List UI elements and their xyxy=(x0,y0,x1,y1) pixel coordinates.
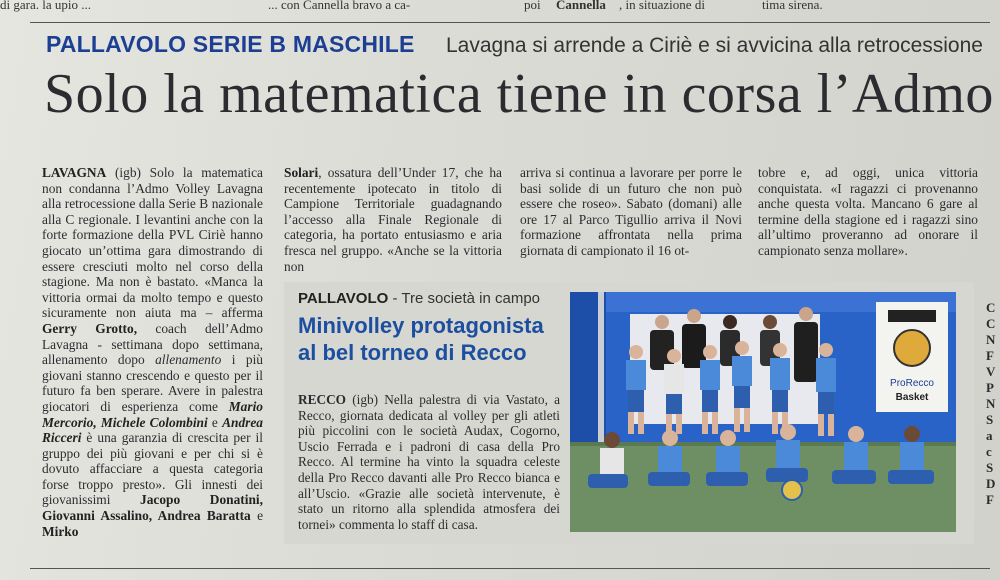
bottom-rule xyxy=(30,568,990,569)
box-title: Minivolley protagonista al bel torneo di Recco xyxy=(298,313,544,365)
top-fragment-right-d: tima sirena. xyxy=(762,0,823,12)
dateline: LAVAGNA xyxy=(42,165,107,180)
team-photo xyxy=(570,292,956,532)
article-subhead: Lavagna si arrende a Ciriè e si avvicina alla retrocessione xyxy=(446,34,983,57)
edge-letter: D xyxy=(986,476,996,491)
edge-letter: S xyxy=(986,460,994,475)
team-photo-illustration xyxy=(570,292,956,532)
top-fragment-right-c: , in situazione di xyxy=(619,0,705,12)
edge-letter: P xyxy=(986,380,994,395)
article-column-3: arriva si continua a lavorare per porre le basi solide di un futuro che non può essere che roseo». Sabato (domani) alle ore 17 al Parco Tigullio arriva il Novi formazione affrontata nella prima giornata di campionato il 16 ot- xyxy=(520,165,742,258)
banner-text-2: Basket xyxy=(895,392,929,403)
top-fragment-left: di gara. la upio ... xyxy=(0,0,91,12)
top-fragment-mid: ... con Cannella bravo a ca- xyxy=(268,0,411,12)
article-column-2: Solari, ossatura dell’Under 17, che ha recentemente ipotecato in titolo di Campione Territoriale guadagnando l’accesso alla Finale Regionale di categoria, ha portato entusiasmo e aria fresca nel gruppo. «Anche se la vittoria non xyxy=(284,165,502,274)
edge-letter: a xyxy=(986,428,993,443)
edge-letter: N xyxy=(986,396,996,411)
edge-letter: C xyxy=(986,316,996,331)
edge-letter: F xyxy=(986,348,994,363)
edge-letter: V xyxy=(986,364,996,379)
top-rule xyxy=(30,22,990,23)
top-fragment-right-b: Cannella xyxy=(556,0,606,12)
article-headline: Solo la matematica tiene in corsa l’Admo xyxy=(44,63,994,125)
banner-text-1: ProRecco xyxy=(890,378,934,389)
edge-letter: C xyxy=(986,300,996,315)
box-kicker: PALLAVOLO - Tre società in campo xyxy=(298,290,541,307)
adjacent-column-edge xyxy=(986,300,1000,560)
edge-letter: F xyxy=(986,492,994,507)
previous-article-strip xyxy=(0,0,1000,16)
edge-letter: S xyxy=(986,412,994,427)
edge-letter: c xyxy=(986,444,992,459)
article-kicker: PALLAVOLO SERIE B MASCHILE xyxy=(46,31,415,57)
article-column-1: LAVAGNA (igb) Solo la matematica non condanna l’Admo Volley Lavagna alla retrocessione dalla Serie B nazionale alla C regionale. I levantini anche con la forte formazione della PVL Ciriè hanno giocato un’ottima gara dimostrando di essere cresciuti molto nel corso della stagione. Ma non è bastato. «Manca la vittoria ormai da molto tempo e questo sicuramente non aiuta ma – afferma Gerry Grotto, coach dell’Admo Lavagna - settimana dopo settimana, allenamento dopo allenamento i più giovani stanno crescendo e questo per il futuro fa ben sperare. Avere in palestra giocatori di esperienza come Mario Mercorio, Michele Colombini e Andrea Ricceri è una garanzia di crescita per il gruppo dei più giovani e per chi si è dovuto affacciare a questa categoria forse troppo presto». Gli innesti dei giovanissimi Jacopo Donatini, Giovanni Assalino, Andrea Baratta e Mirko xyxy=(42,165,264,539)
top-fragment-right-a: poi xyxy=(524,0,541,12)
box-body: RECCO (igb) Nella palestra di via Vastato, a Recco, giornata dedicata al volley per gli atleti più piccolini con le società Audax, Cogorno, Uscio Ferrada e i padroni di casa della Pro Recco. Al termine ha vinto la squadra celeste della Pro Recco davanti alle Pro Recco bianca e all’Uscio. «Grazie alle società intervenute, è stato un ritorno alla splendida atmosfera dei tornei» commenta lo staff di casa. xyxy=(298,392,560,532)
edge-letter: N xyxy=(986,332,996,347)
article-column-4: tobre e, ad oggi, unica vittoria conquistata. «I ragazzi ci provenanno anche questa volta. Mancano 6 gare al termine della stagione ed i ragazzi sino all’ultimo proveranno ad onorare il campionato senza mollare». xyxy=(758,165,978,258)
